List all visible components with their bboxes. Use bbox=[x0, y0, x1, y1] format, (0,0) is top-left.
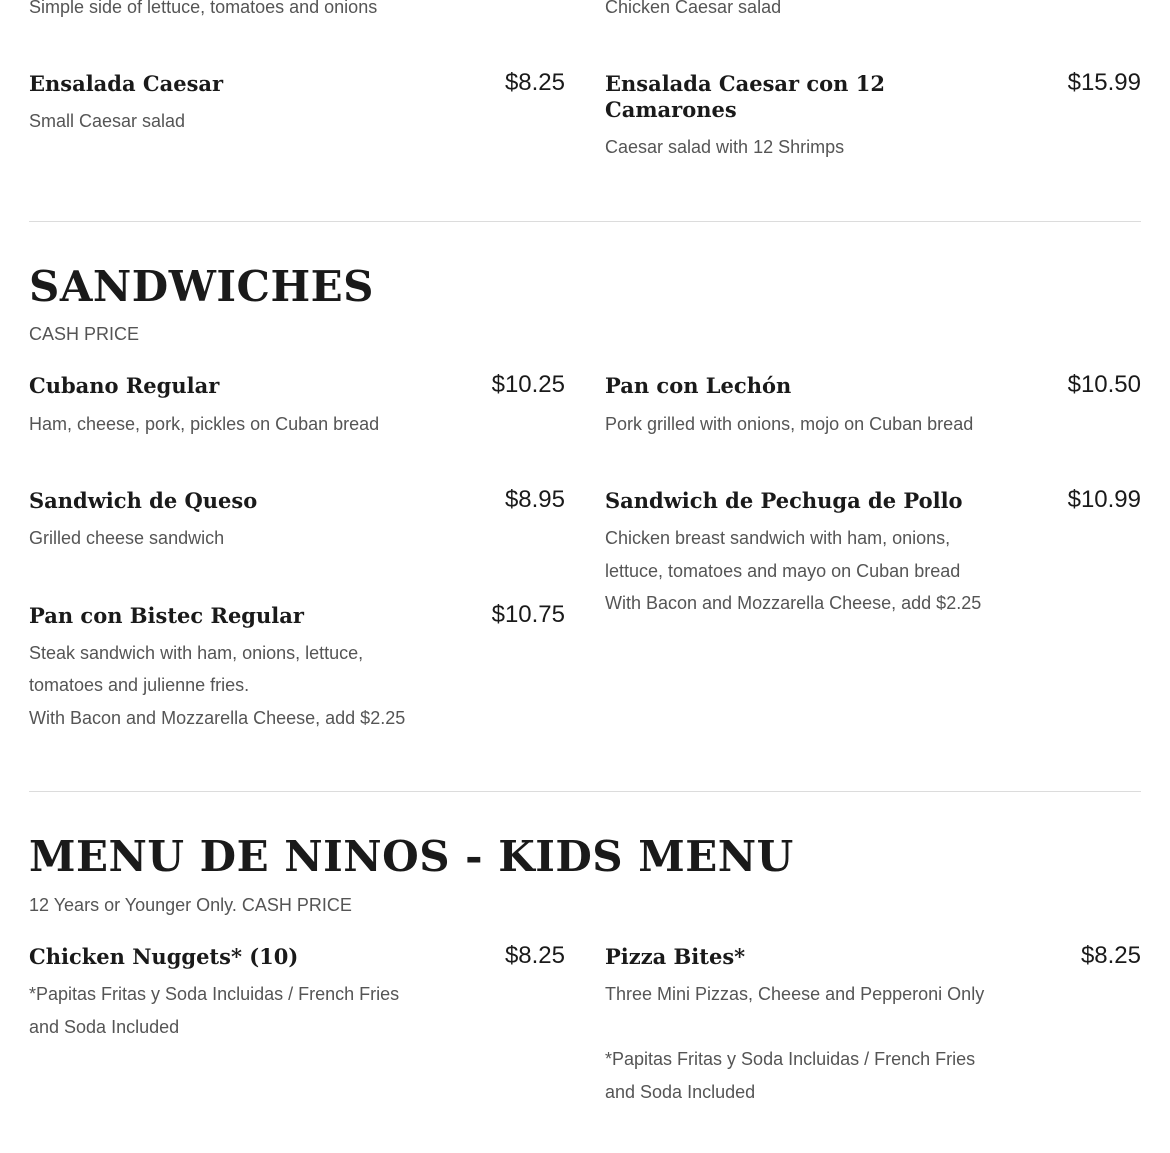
item-name: Cubano Regular bbox=[29, 373, 220, 398]
item-name: Pizza Bites* bbox=[605, 944, 746, 969]
section-title-kids-menu: MENU DE NINOS - KIDS MENU bbox=[29, 832, 794, 881]
item-desc-line4: and Soda Included bbox=[605, 1082, 756, 1102]
item-desc: Small Caesar salad bbox=[29, 111, 186, 131]
item-desc-line2: lettuce, tomatoes and mayo on Cuban bread bbox=[605, 561, 961, 581]
item-price: $10.25 bbox=[491, 371, 565, 398]
item-price: $15.99 bbox=[1067, 69, 1141, 96]
item-price: $10.50 bbox=[1067, 371, 1141, 398]
item-price: $8.95 bbox=[504, 486, 565, 513]
item-desc-line2: and Soda Included bbox=[29, 1017, 180, 1037]
item-desc-line3: With Bacon and Mozzarella Cheese, add $2.25 bbox=[605, 593, 982, 613]
item-name: Sandwich de Pechuga de Pollo bbox=[605, 488, 963, 513]
section-divider bbox=[29, 791, 1141, 792]
item-desc-line1: Chicken breast sandwich with ham, onions, bbox=[605, 528, 951, 548]
item-desc-line1: *Papitas Fritas y Soda Incluidas / French Fries bbox=[29, 984, 400, 1004]
item-price: $8.25 bbox=[504, 942, 565, 969]
item-price: $8.25 bbox=[504, 69, 565, 96]
item-desc-line3: *Papitas Fritas y Soda Incluidas / French Fries bbox=[605, 1049, 976, 1069]
item-desc: Caesar salad with 12 Shrimps bbox=[605, 137, 845, 157]
item-name: Ensalada Caesar bbox=[29, 71, 224, 96]
item-name: Chicken Nuggets* (10) bbox=[29, 944, 299, 969]
section-subtitle: CASH PRICE bbox=[29, 324, 140, 344]
item-desc-line2: tomatoes and julienne fries. bbox=[29, 675, 250, 695]
section-title-sandwiches: SANDWICHES bbox=[29, 262, 374, 311]
item-name: Pan con Bistec Regular bbox=[29, 603, 304, 628]
item-desc-line3: With Bacon and Mozzarella Cheese, add $2.25 bbox=[29, 708, 406, 728]
item-name: Ensalada Caesar con 12 bbox=[605, 71, 885, 96]
item-desc: Pork grilled with onions, mojo on Cuban bread bbox=[605, 414, 974, 434]
item-price: $10.75 bbox=[491, 601, 565, 628]
item-price: $10.99 bbox=[1067, 486, 1141, 513]
section-subtitle: 12 Years or Younger Only. CASH PRICE bbox=[29, 895, 352, 915]
item-name-line2: Camarones bbox=[605, 97, 737, 122]
item-desc: Grilled cheese sandwich bbox=[29, 528, 225, 548]
chicken-caesar-desc: Chicken Caesar salad bbox=[605, 0, 782, 17]
item-desc-line1: Steak sandwich with ham, onions, lettuce, bbox=[29, 643, 364, 663]
item-desc-line1: Three Mini Pizzas, Cheese and Pepperoni Only bbox=[605, 984, 985, 1004]
item-price: $8.25 bbox=[1080, 942, 1141, 969]
item-name: Pan con Lechón bbox=[605, 373, 792, 398]
section-divider bbox=[29, 221, 1141, 222]
item-name: Sandwich de Queso bbox=[29, 488, 258, 513]
salad-side-desc: Simple side of lettuce, tomatoes and onions bbox=[29, 0, 378, 17]
item-desc: Ham, cheese, pork, pickles on Cuban bread bbox=[29, 414, 380, 434]
